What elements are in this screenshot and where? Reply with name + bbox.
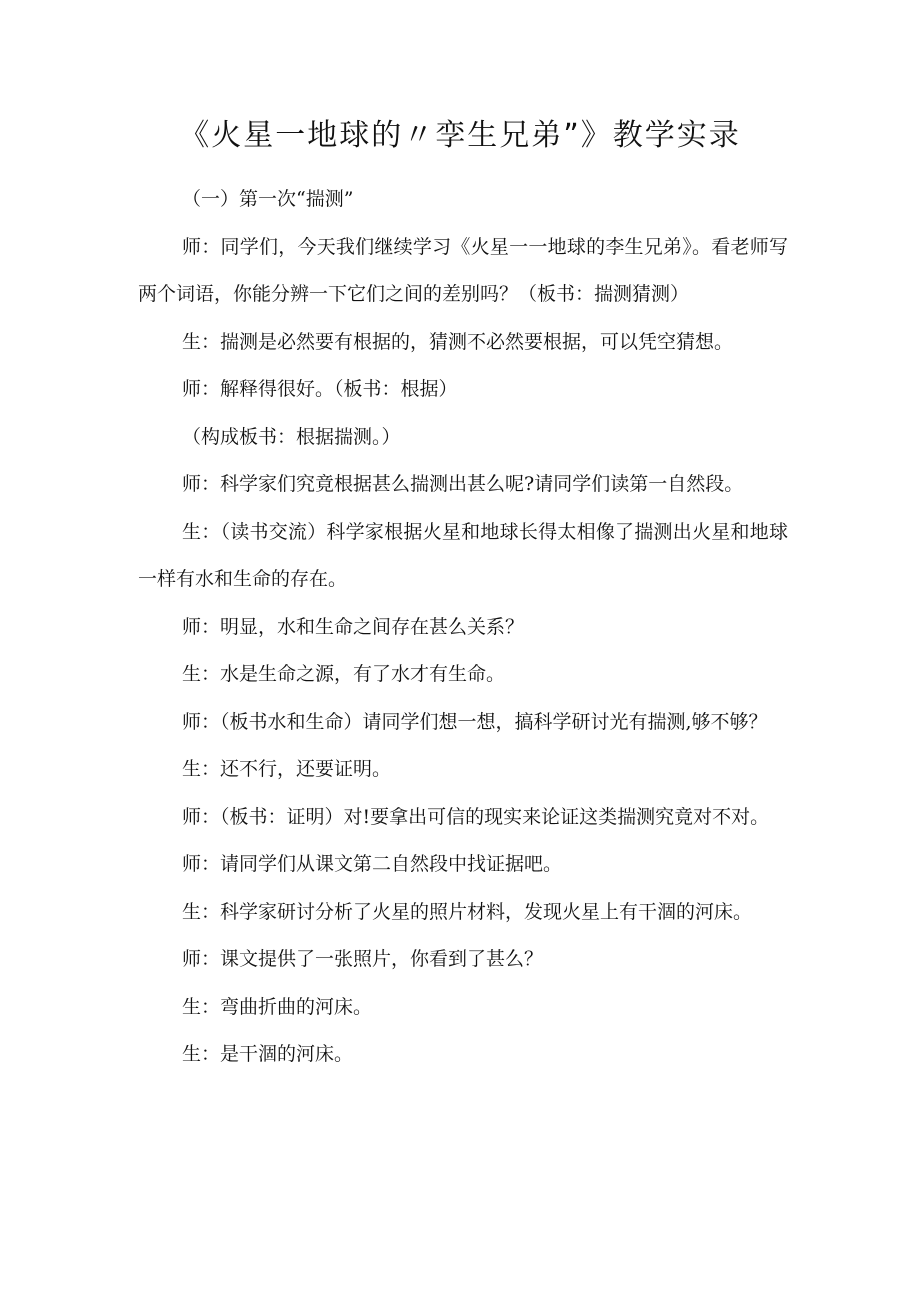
document-title: 《火星一地球的〃孪生兄弟”》教学实录 bbox=[179, 118, 741, 153]
dialogue-paragraph: 生：科学家研讨分析了火星的照片材料，发现火星上有干涸的河床。 bbox=[182, 900, 753, 923]
dialogue-paragraph: 师：同学们，今天我们继续学习《火星一一地球的李生兄弟》。看老师写两个词语，你能分辨一下它们之间的差别吗？（板书：揣测猜测） bbox=[138, 235, 788, 305]
dialogue-paragraph: 师：明显，水和生命之间存在甚么关系？ bbox=[182, 615, 525, 638]
dialogue-paragraph: 生：还不行，还要证明。 bbox=[182, 758, 392, 780]
dialogue-paragraph: 生：弯曲折曲的河床。 bbox=[182, 995, 373, 1018]
document-body bbox=[138, 176, 788, 1079]
dialogue-paragraph: 师：（板书：证明）对!要拿出可信的现实来论证这类揣测究竟对不对。 bbox=[182, 805, 770, 828]
dialogue-paragraph: 生：（读书交流）科学家根据火星和地球长得太相像了揣测出火星和地球一样有水和生命的存在。 bbox=[138, 520, 788, 590]
dialogue-paragraph: 师：解释得很好。（板书：根据） bbox=[182, 378, 458, 400]
dialogue-paragraph: 师：课文提供了一张照片，你看到了甚么？ bbox=[182, 948, 544, 970]
dialogue-paragraph: 师：请同学们从课文第二自然段中找证据吧。 bbox=[182, 853, 563, 875]
dialogue-paragraph: （构成板书：根据揣测。） bbox=[182, 425, 401, 448]
dialogue-paragraph: 生：是干涸的河床。 bbox=[182, 1043, 354, 1065]
dialogue-paragraph: 生：揣测是必然要有根据的，猜测不必然要根据，可以凭空猜想。 bbox=[182, 330, 734, 353]
section-heading: （一）第一次“揣测” bbox=[182, 188, 354, 210]
dialogue-paragraph: 生：水是生命之源，有了水才有生命。 bbox=[182, 663, 506, 685]
dialogue-paragraph: 师：科学家们究竟根据甚么揣测出甚么呢?请同学们读第一自然段。 bbox=[182, 473, 744, 495]
dialogue-paragraph: 师：（板书水和生命）请同学们想一想，搞科学研讨光有揣测,够不够？ bbox=[182, 710, 768, 733]
